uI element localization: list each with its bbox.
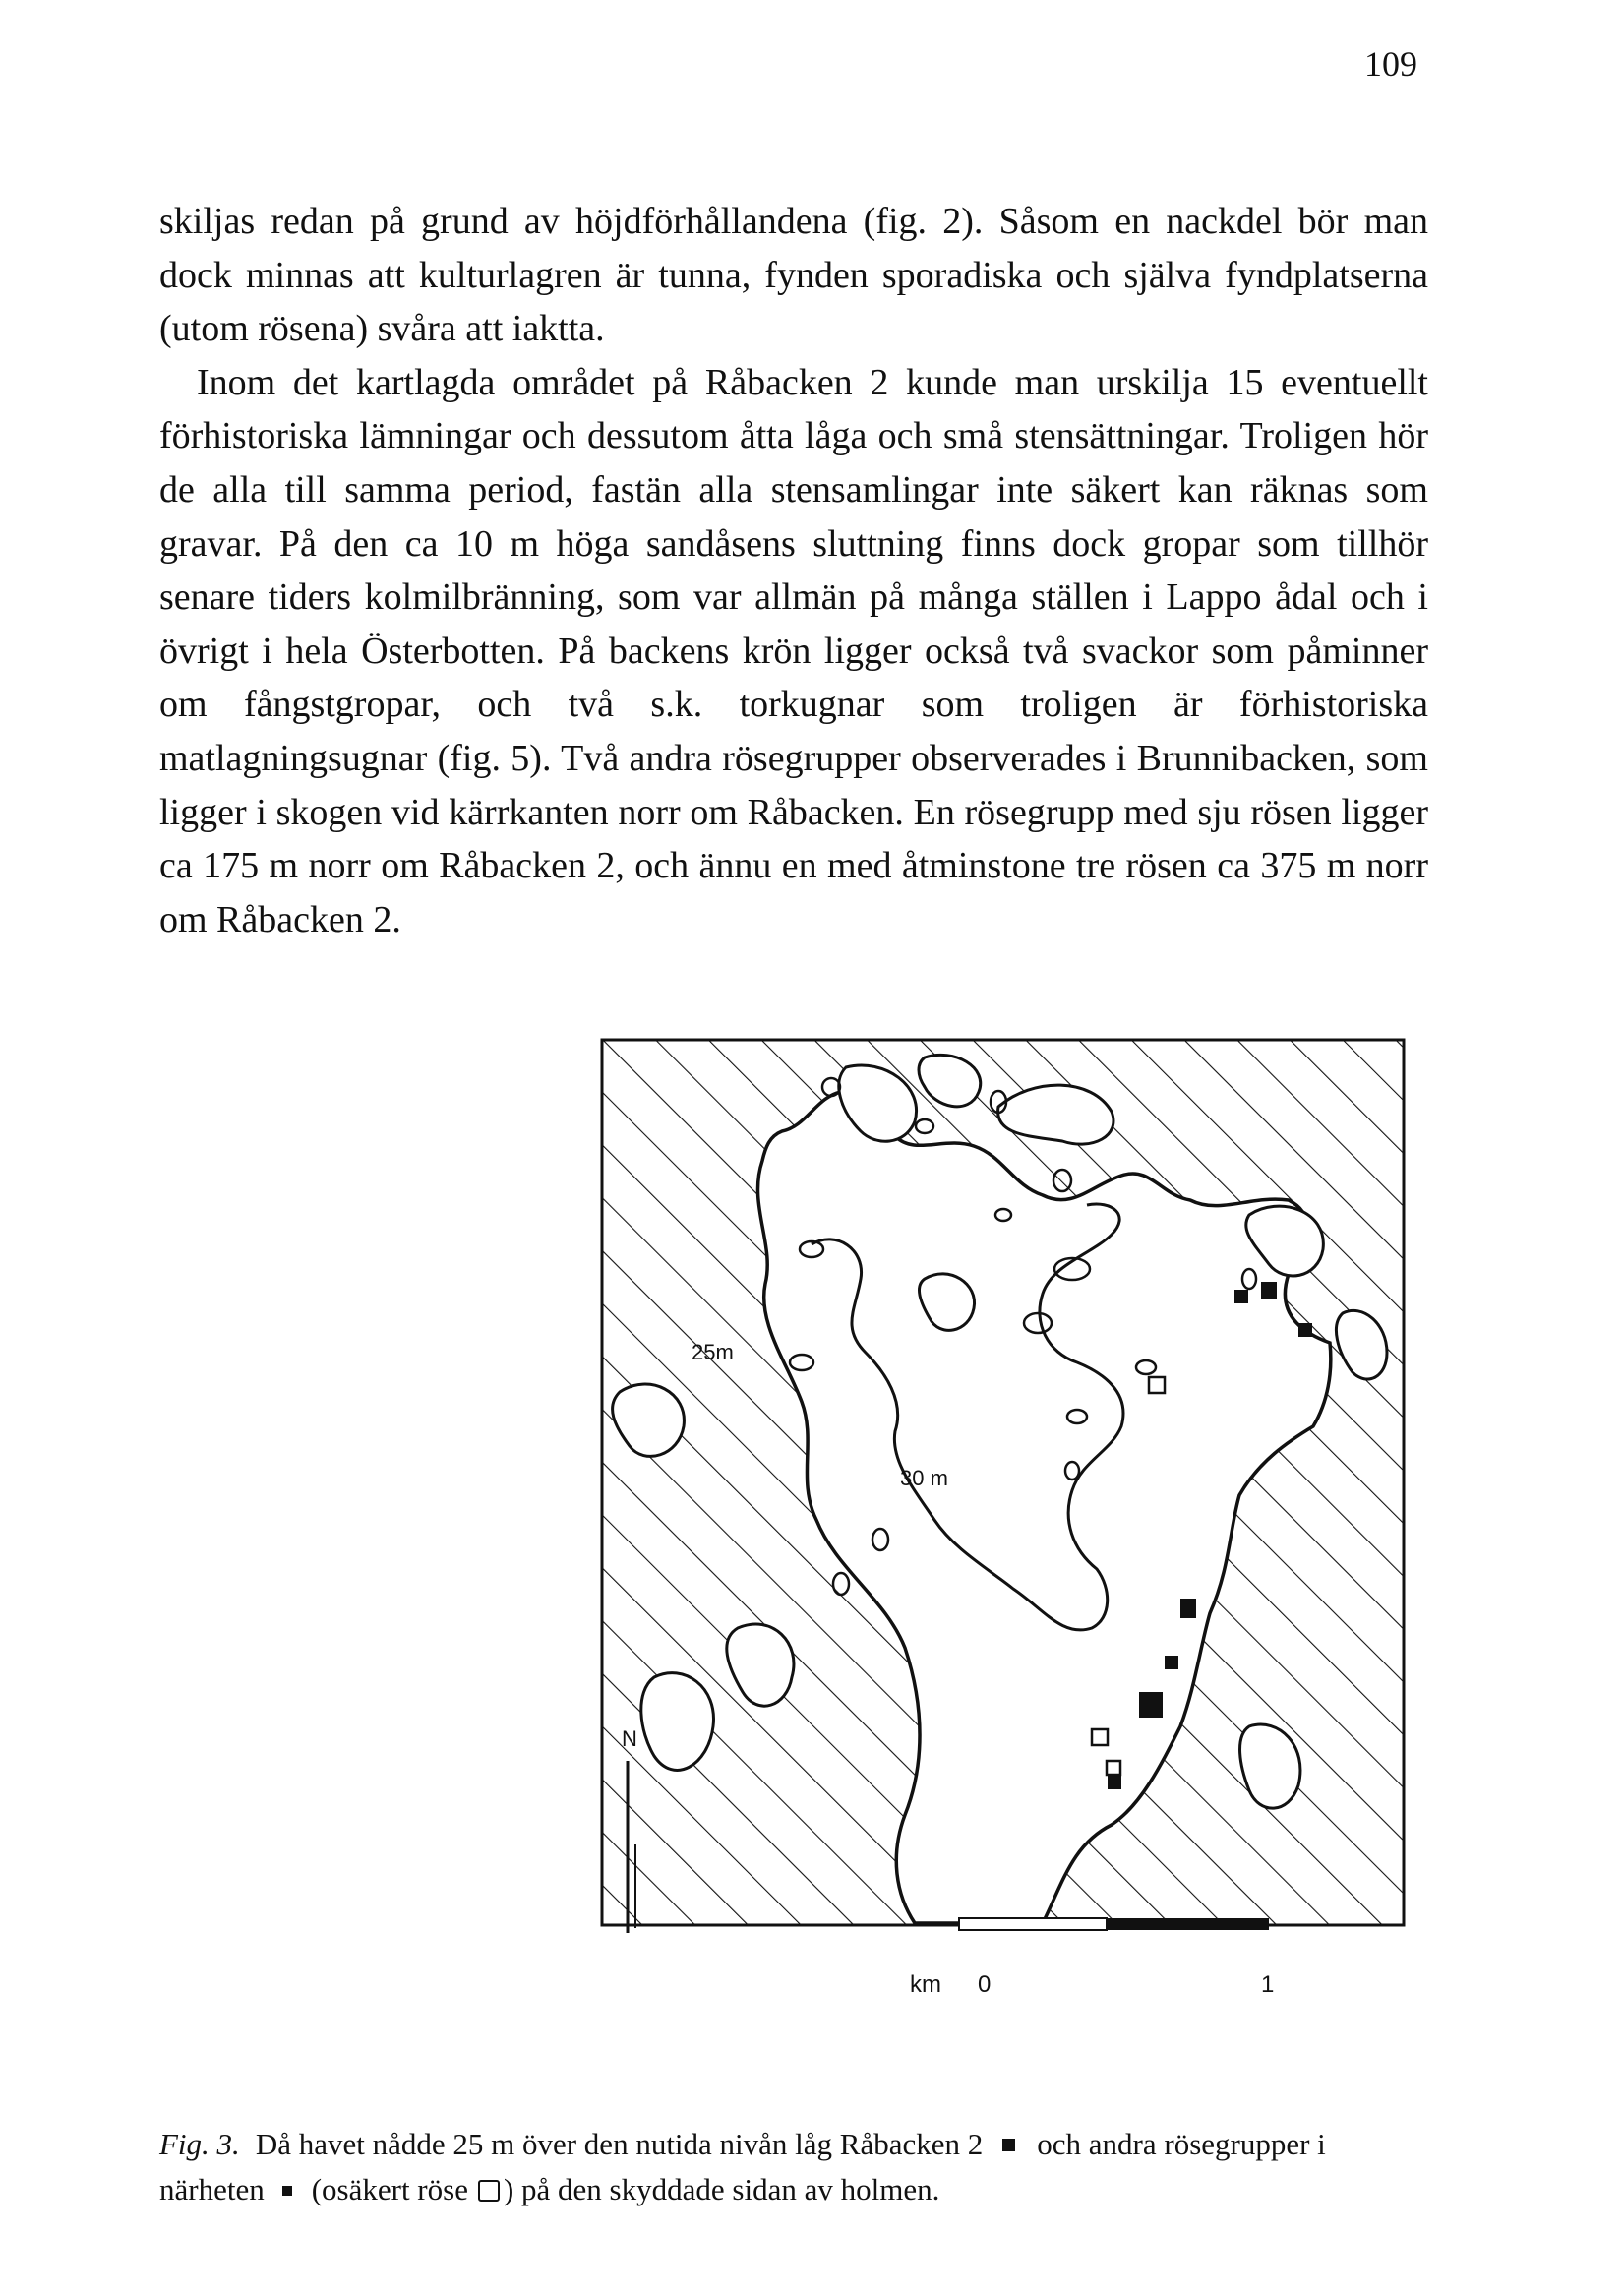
small-filled-square-symbol-icon [282, 2186, 292, 2196]
filled-square-symbol-icon [1002, 2139, 1015, 2151]
caption-part-4: ) på den skyddade sidan av holmen. [503, 2172, 940, 2206]
north-label: N [622, 1726, 637, 1751]
cairn-filled-1 [1234, 1290, 1248, 1303]
caption-part-1: Då havet nådde 25 m över den nutida nivån låg Råbacken 2 [255, 2127, 984, 2161]
caption-part-2: och andra rösegrupper i närheten [159, 2127, 1326, 2206]
figure-map [600, 1038, 1407, 2046]
contour-label-25m: 25m [692, 1340, 734, 1364]
caption-label: Fig. 3. [159, 2127, 240, 2161]
cairn-uncertain-2 [1092, 1729, 1108, 1745]
scale-start: 0 [978, 1971, 992, 1998]
paragraph-1: skiljas redan på grund av höjdförhållandena (fig. 2). Såsom en nackdel bör man dock minnas att kulturlagren är tunna, fynden sporadiska och själva fyndplatserna (utom rösena) svåra att iaktta. [159, 201, 1428, 350]
scale-end: 1 [1261, 1971, 1275, 1998]
figure-caption [159, 2122, 1438, 2212]
contour-label-30m: 30 m [900, 1466, 948, 1490]
map-svg [600, 1038, 1407, 2046]
cairn-filled-7 [1108, 1776, 1121, 1789]
caption-part-3: (osäkert röse [311, 2172, 468, 2206]
cairn-uncertain-1 [1149, 1377, 1165, 1393]
cairn-filled-3 [1298, 1323, 1312, 1337]
body-text [159, 195, 1428, 946]
cairn-filled-6 [1139, 1692, 1163, 1718]
scale-bar-white [959, 1918, 1107, 1930]
cairn-uncertain-3 [1107, 1761, 1120, 1775]
scale-bar-black [1107, 1918, 1269, 1930]
scale-unit: km [910, 1971, 941, 1998]
cairn-filled-2 [1261, 1282, 1277, 1299]
open-square-symbol-icon [478, 2180, 500, 2202]
cairn-filled-5 [1165, 1656, 1178, 1669]
page-number: 109 [1364, 44, 1417, 84]
cairn-filled-4 [1180, 1599, 1196, 1618]
paragraph-2: Inom det kartlagda området på Råbacken 2 kunde man urskilja 15 eventuellt förhistoriska lämningar och dessutom åtta låga och små stensättningar. Troligen hör de alla till samma period, fastän alla stensamlingar inte säkert kan räknas som gravar. På den ca 10 m höga sandåsens sluttning finns dock gropar som tillhör senare tiders kolmilbränning, som var allmän på många ställen i Lappo ådal och i övrigt i hela Österbotten. På backens krön ligger också två svackor som påminner om fångstgropar, och två s.k. torkugnar som troligen är förhistoriska matlagningsugnar (fig. 5). Två andra rösegrupper observerades i Brunnibacken, som ligger i skogen vid kärrkanten norr om Råbacken. En rösegrupp med sju rösen ligger ca 175 m norr om Råbacken 2, och ännu en med åtminstone tre rösen ca 375 m norr om Råbacken 2. [159, 361, 1428, 940]
